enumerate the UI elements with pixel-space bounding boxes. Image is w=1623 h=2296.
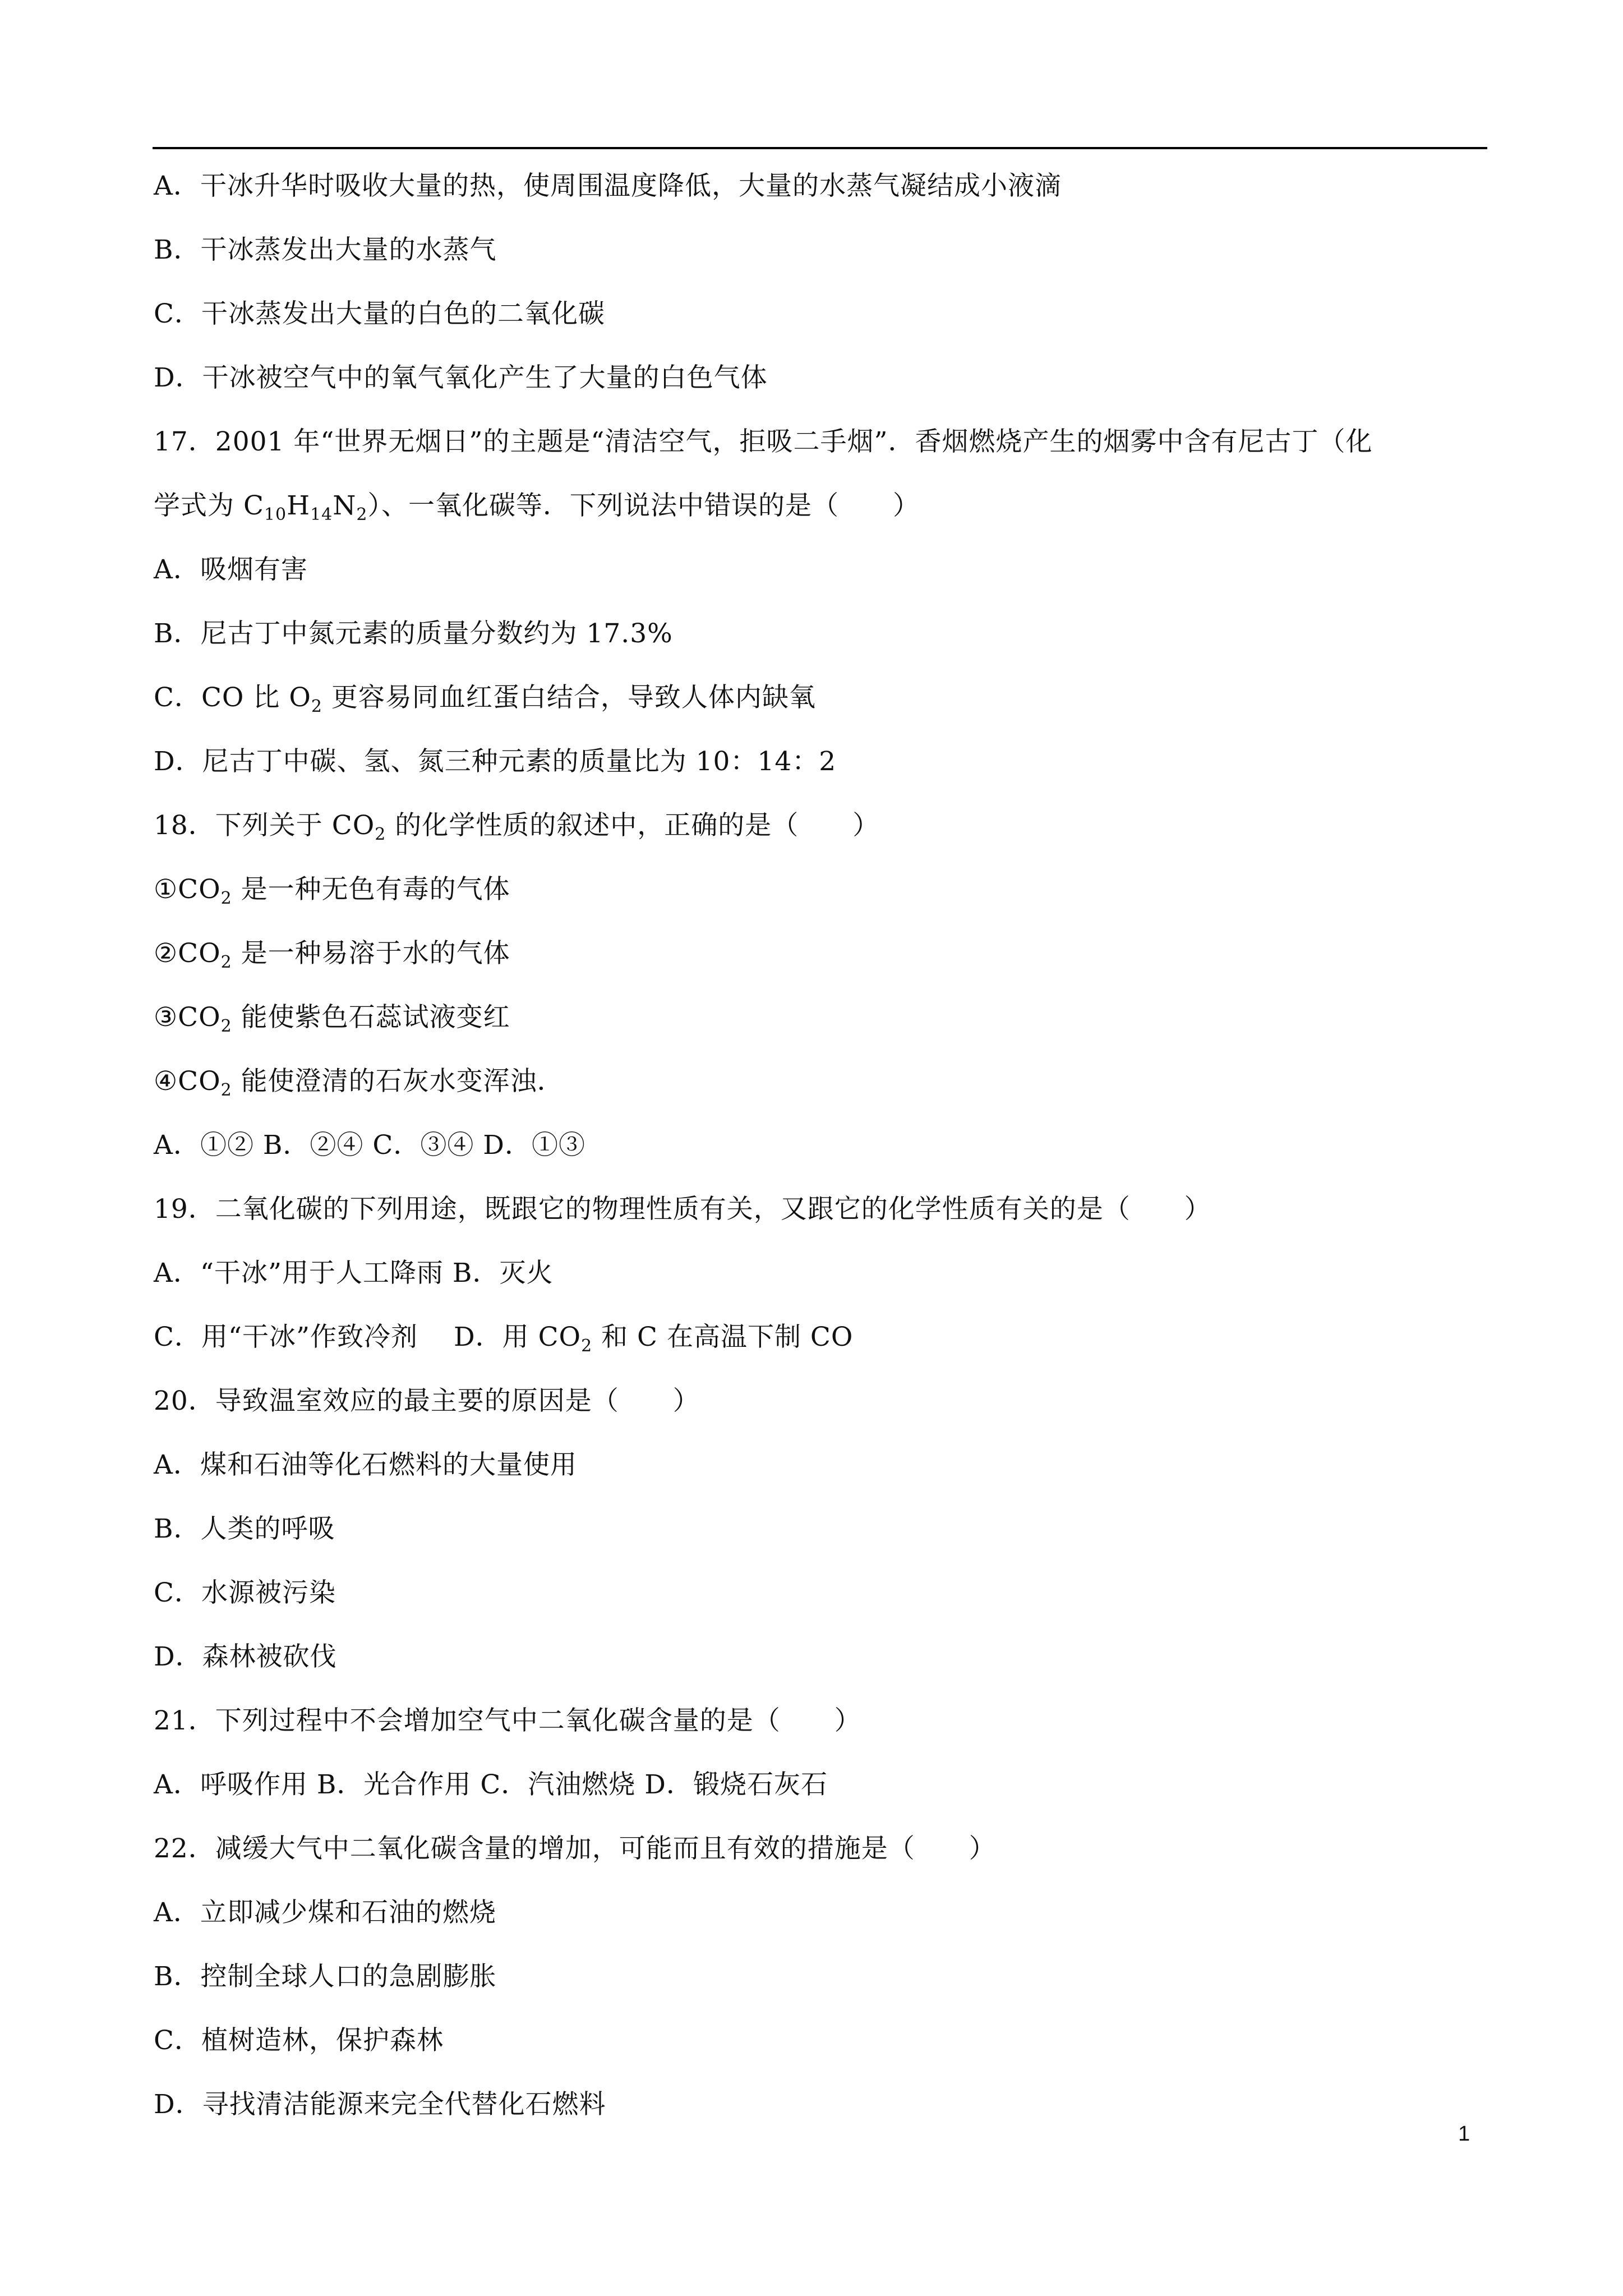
q22-option-b: B．控制全球人口的急剧膨胀 — [154, 1961, 497, 1992]
q16-option-b: B．干冰蒸发出大量的水蒸气 — [154, 234, 497, 265]
q20-option-b: B．人类的呼吸 — [154, 1513, 335, 1544]
q21-options: A．呼吸作用 B．光合作用 C．汽油燃烧 D．锻烧石灰石 — [154, 1769, 828, 1800]
q18-options: A．①② B．②④ C．③④ D．①③ — [154, 1130, 585, 1161]
q18-statement-3: $③CO_2$ 能使紫色石蕊试液变红 — [154, 1002, 510, 1036]
page-number: 1 — [1458, 2122, 1470, 2146]
q22-option-a: A．立即减少煤和石油的燃烧 — [154, 1897, 496, 1928]
q16-option-a: A．干冰升华时吸收大量的热，使周围温度降低，大量的水蒸气凝结成小液滴 — [154, 171, 1062, 201]
q22-stem: 22．减缓大气中二氧化碳含量的增加，可能而且有效的措施是（ ） — [154, 1833, 996, 1864]
q21-stem: 21．下列过程中不会增加空气中二氧化碳含量的是（ ） — [154, 1705, 861, 1736]
q17-option-b: B．尼古丁中氮元素的质量分数约为 17.3% — [154, 618, 673, 649]
q17-stem-line2: 学式为 $C_{10}H_{14}N_2$）、一氧化碳等．下列说法中错误的是（ ） — [154, 490, 920, 524]
q19-stem: 19．二氧化碳的下列用途，既跟它的物理性质有关，又跟它的化学性质有关的是（ ） — [154, 1194, 1211, 1225]
q17-option-c: C．CO 比 $O_2$ 更容易同血红蛋白结合，导致人体内缺氧 — [154, 682, 816, 716]
header-rule — [153, 147, 1487, 149]
q20-option-c: C．水源被污染 — [154, 1577, 336, 1608]
q20-stem: 20．导致温室效应的最主要的原因是（ ） — [154, 1386, 700, 1416]
q17-option-a: A．吸烟有害 — [154, 554, 308, 585]
q16-option-c: C．干冰蒸发出大量的白色的二氧化碳 — [154, 298, 605, 329]
q17-option-d: D．尼古丁中碳、氢、氮三种元素的质量比为 10：14：2 — [154, 746, 837, 777]
q20-option-d: D．森林被砍伐 — [154, 1641, 337, 1672]
q18-statement-2: $②CO_2$ 是一种易溶于水的气体 — [154, 938, 510, 972]
q17-stem-line1: 17．2001 年“世界无烟日”的主题是“清洁空气，拒吸二手烟”．香烟燃烧产生的烟雾中含有尼古丁（化 — [154, 426, 1373, 457]
q18-statement-4: $④CO_2$ 能使澄清的石灰水变浑浊． — [154, 1066, 564, 1100]
q22-option-d: D．寻找清洁能源来完全代替化石燃料 — [154, 2089, 606, 2120]
q19-options-cd: C．用“干冰”作致冷剂 D．用 $CO_2$ 和 C 在高温下制 CO — [154, 1322, 854, 1356]
q22-option-c: C．植树造林，保护森林 — [154, 2025, 444, 2056]
q18-statement-1: $①CO_2$ 是一种无色有毒的气体 — [154, 874, 510, 908]
q19-options-ab: A．“干冰”用于人工降雨 B．灭火 — [154, 1258, 554, 1289]
q18-stem: 18．下列关于 $CO_2$ 的化学性质的叙述中，正确的是（ ） — [154, 810, 880, 844]
q20-option-a: A．煤和石油等化石燃料的大量使用 — [154, 1450, 577, 1480]
q16-option-d: D．干冰被空气中的氧气氧化产生了大量的白色气体 — [154, 362, 768, 393]
